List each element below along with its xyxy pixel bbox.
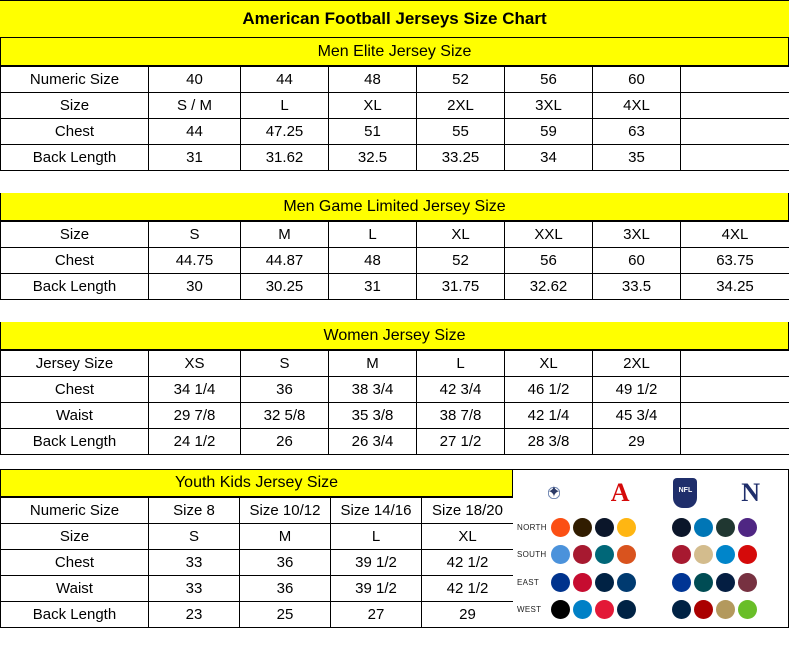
pro-bowl-star-icon [541, 480, 567, 506]
cell: 3XL [505, 93, 593, 119]
cell: S / M [149, 93, 241, 119]
row-label: Jersey Size [1, 351, 149, 377]
team-logo-icon [716, 518, 735, 537]
cell: 29 [593, 429, 681, 455]
division-label: NORTH [517, 523, 547, 533]
nfl-logo-panel [513, 469, 789, 628]
team-logo-icon [551, 545, 570, 564]
table-row [1, 602, 514, 628]
cell: 34.25 [681, 274, 789, 300]
row-label: Chest [1, 248, 149, 274]
division-row-east [513, 569, 788, 596]
row-label: Waist [1, 576, 149, 602]
team-logo-icon [595, 573, 614, 592]
team-logo-icon [716, 545, 735, 564]
section-header-women [0, 322, 789, 350]
team-logo-icon [672, 600, 691, 619]
cell: 60 [593, 67, 681, 93]
cell-empty [681, 429, 789, 455]
cell: 48 [329, 248, 417, 274]
cell: 44.87 [241, 248, 329, 274]
team-logo-icon [672, 545, 691, 564]
team-logo-icon [716, 573, 735, 592]
cell: L [241, 93, 329, 119]
row-label: Size [1, 524, 149, 550]
team-logo-icon [573, 545, 592, 564]
cell: 39 1/2 [331, 550, 422, 576]
team-logo-icon [694, 545, 713, 564]
table-row [1, 67, 789, 93]
cell: 4XL [681, 222, 789, 248]
section-header-men-game-limited-text: Men Game Limited Jersey Size [283, 197, 506, 215]
cell-empty [681, 351, 789, 377]
cell: 44.75 [149, 248, 241, 274]
cell: XL [417, 222, 505, 248]
cell: 42 1/2 [422, 576, 514, 602]
row-label: Numeric Size [1, 67, 149, 93]
cell: 44 [241, 67, 329, 93]
cell-empty [681, 67, 789, 93]
cell-empty [681, 377, 789, 403]
table-row [1, 524, 514, 550]
cell: Size 18/20 [422, 498, 514, 524]
cell: 26 [241, 429, 329, 455]
row-label: Back Length [1, 602, 149, 628]
cell: 33.25 [417, 145, 505, 171]
section-header-women-text: Women Jersey Size [323, 326, 466, 344]
table-row [1, 429, 789, 455]
cell-empty [681, 93, 789, 119]
table-row [1, 576, 514, 602]
team-logo-icon [573, 518, 592, 537]
table-row [1, 498, 514, 524]
cell: 52 [417, 67, 505, 93]
cell: M [240, 524, 331, 550]
youth-and-logos [0, 469, 789, 628]
row-label: Numeric Size [1, 498, 149, 524]
division-row-south [513, 541, 788, 568]
cell: 63.75 [681, 248, 789, 274]
cell: 35 3/8 [329, 403, 417, 429]
cell: L [331, 524, 422, 550]
team-logo-icon [551, 518, 570, 537]
table-row [1, 222, 789, 248]
cell: 52 [417, 248, 505, 274]
cell: 55 [417, 119, 505, 145]
team-logo-icon [617, 573, 636, 592]
table-youth-kids [0, 497, 514, 628]
cell: 31 [149, 145, 241, 171]
cell: 49 1/2 [593, 377, 681, 403]
team-logo-icon [716, 600, 735, 619]
team-logo-icon [738, 573, 757, 592]
page-title-text: American Football Jerseys Size Chart [242, 9, 547, 28]
nfc-south-teams [672, 545, 787, 564]
cell: 34 [505, 145, 593, 171]
cell: 4XL [593, 93, 681, 119]
cell: 42 1/4 [505, 403, 593, 429]
section-header-men-game-limited [0, 193, 789, 221]
cell: 27 [331, 602, 422, 628]
spacer [0, 455, 789, 469]
team-logo-icon [595, 518, 614, 537]
row-label: Chest [1, 377, 149, 403]
cell-empty [681, 119, 789, 145]
team-logo-icon [617, 600, 636, 619]
cell: 56 [505, 67, 593, 93]
cell: 34 1/4 [149, 377, 241, 403]
cell: 35 [593, 145, 681, 171]
cell-empty [681, 403, 789, 429]
spacer [0, 171, 789, 193]
page-title [0, 0, 789, 38]
cell: L [329, 222, 417, 248]
cell: 32 5/8 [241, 403, 329, 429]
afc-south-teams [551, 545, 666, 564]
cell: 46 1/2 [505, 377, 593, 403]
section-header-youth-text: Youth Kids Jersey Size [174, 474, 339, 491]
cell: 2XL [417, 93, 505, 119]
cell: 42 1/2 [422, 550, 514, 576]
cell: M [241, 222, 329, 248]
nfl-shield-icon [673, 478, 697, 508]
cell: L [417, 351, 505, 377]
cell: 33 [149, 550, 240, 576]
cell: XL [329, 93, 417, 119]
cell: XS [149, 351, 241, 377]
cell: 36 [240, 576, 331, 602]
row-label: Chest [1, 119, 149, 145]
cell: 44 [149, 119, 241, 145]
afc-logo-icon: A [610, 478, 630, 507]
cell: 47.25 [241, 119, 329, 145]
team-logo-icon [595, 600, 614, 619]
cell: 45 3/4 [593, 403, 681, 429]
cell: 23 [149, 602, 240, 628]
spacer [0, 300, 789, 322]
team-logo-icon [595, 545, 614, 564]
cell: 36 [240, 550, 331, 576]
division-row-north [513, 514, 788, 541]
cell: 3XL [593, 222, 681, 248]
cell: 30.25 [241, 274, 329, 300]
cell: S [149, 222, 241, 248]
table-men-elite [0, 66, 789, 171]
row-label: Waist [1, 403, 149, 429]
cell: 40 [149, 67, 241, 93]
team-logo-icon [694, 600, 713, 619]
row-label: Chest [1, 550, 149, 576]
afc-north-teams [551, 518, 666, 537]
cell: 26 3/4 [329, 429, 417, 455]
cell: Size 8 [149, 498, 240, 524]
team-logo-icon [672, 518, 691, 537]
row-label: Back Length [1, 429, 149, 455]
cell: XXL [505, 222, 593, 248]
cell: 42 3/4 [417, 377, 505, 403]
table-row [1, 403, 789, 429]
team-logo-icon [694, 573, 713, 592]
cell: 36 [241, 377, 329, 403]
row-label: Size [1, 222, 149, 248]
team-logo-icon [573, 573, 592, 592]
conference-logos-row [513, 470, 788, 514]
cell: 29 7/8 [149, 403, 241, 429]
nfc-north-teams [672, 518, 787, 537]
nfc-logo-icon: N [741, 478, 761, 507]
team-logo-icon [573, 600, 592, 619]
team-logo-icon [672, 573, 691, 592]
cell: Size 14/16 [331, 498, 422, 524]
division-rows [513, 514, 788, 623]
cell: 38 3/4 [329, 377, 417, 403]
division-label: EAST [517, 577, 540, 587]
table-row [1, 550, 514, 576]
row-label: Back Length [1, 145, 149, 171]
nfc-east-teams [672, 573, 787, 592]
youth-table-wrap [0, 469, 513, 628]
team-logo-icon [551, 600, 570, 619]
cell: M [329, 351, 417, 377]
table-men-game-limited [0, 221, 789, 300]
table-row [1, 377, 789, 403]
division-label: WEST [517, 604, 542, 614]
cell: 31.62 [241, 145, 329, 171]
division-row-west [513, 596, 788, 623]
cell: 33 [149, 576, 240, 602]
cell: 56 [505, 248, 593, 274]
table-women [0, 350, 789, 455]
cell: 39 1/2 [331, 576, 422, 602]
cell: S [149, 524, 240, 550]
team-logo-icon [551, 573, 570, 592]
cell: 25 [240, 602, 331, 628]
cell: 30 [149, 274, 241, 300]
nfc-west-teams [672, 600, 787, 619]
section-header-youth [0, 469, 513, 497]
row-label: Back Length [1, 274, 149, 300]
cell: 31 [329, 274, 417, 300]
cell: 59 [505, 119, 593, 145]
row-label: Size [1, 93, 149, 119]
cell: 33.5 [593, 274, 681, 300]
division-label: SOUTH [517, 550, 547, 560]
cell: XL [505, 351, 593, 377]
team-logo-icon [738, 545, 757, 564]
team-logo-icon [617, 545, 636, 564]
section-header-men-elite [0, 38, 789, 66]
team-logo-icon [617, 518, 636, 537]
team-logo-icon [694, 518, 713, 537]
cell-empty [681, 145, 789, 171]
cell: 27 1/2 [417, 429, 505, 455]
cell: 32.62 [505, 274, 593, 300]
cell: 38 7/8 [417, 403, 505, 429]
afc-west-teams [551, 600, 666, 619]
section-header-men-elite-text: Men Elite Jersey Size [317, 42, 472, 60]
cell: 48 [329, 67, 417, 93]
cell: S [241, 351, 329, 377]
cell: 63 [593, 119, 681, 145]
cell: 2XL [593, 351, 681, 377]
cell: 24 1/2 [149, 429, 241, 455]
cell: 60 [593, 248, 681, 274]
table-row [1, 145, 789, 171]
cell: 31.75 [417, 274, 505, 300]
table-row [1, 248, 789, 274]
cell: 28 3/8 [505, 429, 593, 455]
table-row [1, 93, 789, 119]
cell: 51 [329, 119, 417, 145]
table-row [1, 274, 789, 300]
cell: Size 10/12 [240, 498, 331, 524]
team-logo-icon [738, 518, 757, 537]
cell: XL [422, 524, 514, 550]
team-logo-icon [738, 600, 757, 619]
cell: 29 [422, 602, 514, 628]
table-row [1, 119, 789, 145]
cell: 32.5 [329, 145, 417, 171]
table-row [1, 351, 789, 377]
afc-east-teams [551, 573, 666, 592]
